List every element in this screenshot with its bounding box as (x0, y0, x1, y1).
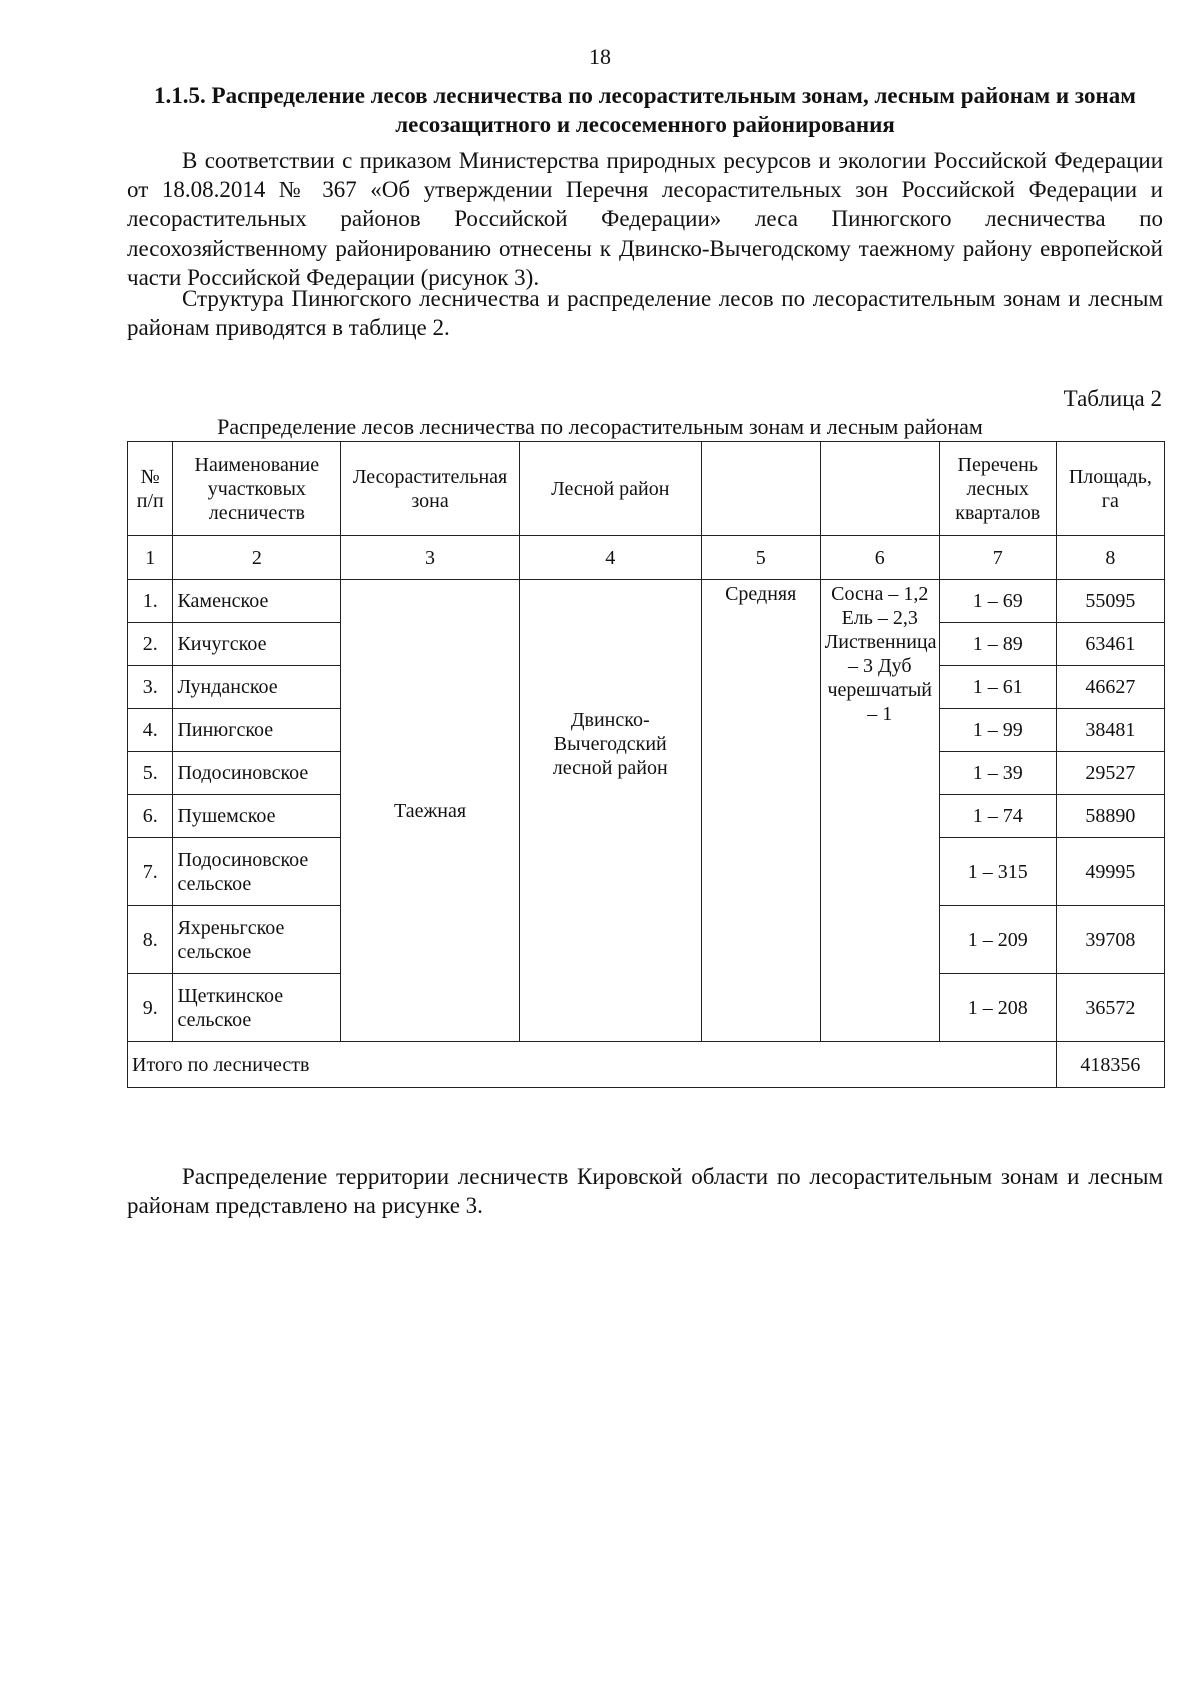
row-num: 2. (128, 623, 173, 666)
row-area: 63461 (1056, 623, 1164, 666)
table-caption: Распределение лесов лесничества по лесорастительным зонам и лесным районам (217, 414, 983, 439)
row-name: Кичугское (173, 623, 341, 666)
index-cell: 2 (173, 536, 341, 580)
paragraph-figure-reference (127, 1162, 1163, 1220)
district-cell: Двинско-Вычегодский лесной район (519, 580, 701, 1042)
table-header-row (128, 442, 1165, 536)
row-num: 8. (128, 906, 173, 974)
row-quarters: 1 – 209 (939, 906, 1056, 974)
index-cell: 4 (519, 536, 701, 580)
table-total-row (128, 1042, 1165, 1088)
row-area: 36572 (1056, 974, 1164, 1042)
section-heading: 1.1.5. Распределение лесов лесничества по лесорастительным зонам, лесным районам и зонам лесозащитного и лесосеменного районирования (154, 83, 1136, 137)
page-number: 18 (589, 44, 611, 69)
table-label: Таблица 2 (1063, 386, 1162, 411)
row-area: 38481 (1056, 709, 1164, 752)
row-name: Пинюгское (173, 709, 341, 752)
index-cell: 1 (128, 536, 173, 580)
row-num: 4. (128, 709, 173, 752)
row-area: 39708 (1056, 906, 1164, 974)
row-name: Щеткинское сельское (173, 974, 341, 1042)
row-quarters: 1 – 89 (939, 623, 1056, 666)
paragraph-structure-text: Структура Пинюгского лесничества и распределение лесов по лесорастительным зонам и лесным районам приводятся в таблице 2. (127, 286, 1163, 341)
row-num: 9. (128, 974, 173, 1042)
header-district: Лесной район (519, 442, 701, 536)
row-area: 49995 (1056, 838, 1164, 906)
distribution-table (127, 441, 1165, 1088)
row-area: 29527 (1056, 752, 1164, 795)
total-label: Итого по лесничеств (128, 1042, 1057, 1088)
row-quarters: 1 – 208 (939, 974, 1056, 1042)
row-num: 5. (128, 752, 173, 795)
row-area: 46627 (1056, 666, 1164, 709)
row-quarters: 1 – 39 (939, 752, 1056, 795)
index-cell: 8 (1056, 536, 1164, 580)
header-area: Площадь, га (1056, 442, 1164, 536)
row-quarters: 1 – 69 (939, 580, 1056, 623)
row-name: Подосиновское сельское (173, 838, 341, 906)
row-quarters: 1 – 61 (939, 666, 1056, 709)
paragraph-structure (127, 284, 1163, 342)
header-name: Наименование участковых лесничеств (173, 442, 341, 536)
row-name: Лунданское (173, 666, 341, 709)
row-quarters: 1 – 315 (939, 838, 1056, 906)
table-index-row (128, 536, 1165, 580)
row-num: 7. (128, 838, 173, 906)
row-num: 6. (128, 795, 173, 838)
row-quarters: 1 – 74 (939, 795, 1056, 838)
col5-cell: Средняя (701, 580, 820, 1042)
index-cell: 3 (341, 536, 520, 580)
paragraph-regulation-text: В соответствии с приказом Министерства природных ресурсов и экологии Российской Федерации от 18.08.2014 № 367 «Об утверждении Перечня лесорастительных зон Российской Федерации и лесорастительных районов Российской Федерации» леса Пинюгского лесничества по лесохозяйственному районированию отнесены к Двинско-Вычегодскому таежному району европейской части Российской Федерации (рисунок 3). (127, 148, 1163, 290)
index-cell: 7 (939, 536, 1056, 580)
header-zone: Лесорастительная зона (341, 442, 520, 536)
index-cell: 6 (820, 536, 939, 580)
zone-cell: Таежная (341, 580, 520, 1042)
row-num: 3. (128, 666, 173, 709)
total-value: 418356 (1056, 1042, 1164, 1088)
row-name: Подосиновское (173, 752, 341, 795)
paragraph-figure-reference-text: Распределение территории лесничеств Кировской области по лесорастительным зонам и лесным районам представлено на рисунке 3. (127, 1164, 1163, 1219)
row-name: Каменское (173, 580, 341, 623)
row-quarters: 1 – 99 (939, 709, 1056, 752)
header-quarters: Перечень лесных кварталов (939, 442, 1056, 536)
row-name: Яхреньгское сельское (173, 906, 341, 974)
header-num: № п/п (128, 442, 173, 536)
row-num: 1. (128, 580, 173, 623)
row-area: 55095 (1056, 580, 1164, 623)
index-cell: 5 (701, 536, 820, 580)
header-col6 (820, 442, 939, 536)
row-name: Пушемское (173, 795, 341, 838)
header-col5 (701, 442, 820, 536)
paragraph-regulation (127, 146, 1163, 292)
row-area: 58890 (1056, 795, 1164, 838)
table-row (128, 580, 1165, 623)
species-cell: Сосна – 1,2 Ель – 2,3 Лиственница – 3 Дуб черешчатый – 1 (820, 580, 939, 1042)
